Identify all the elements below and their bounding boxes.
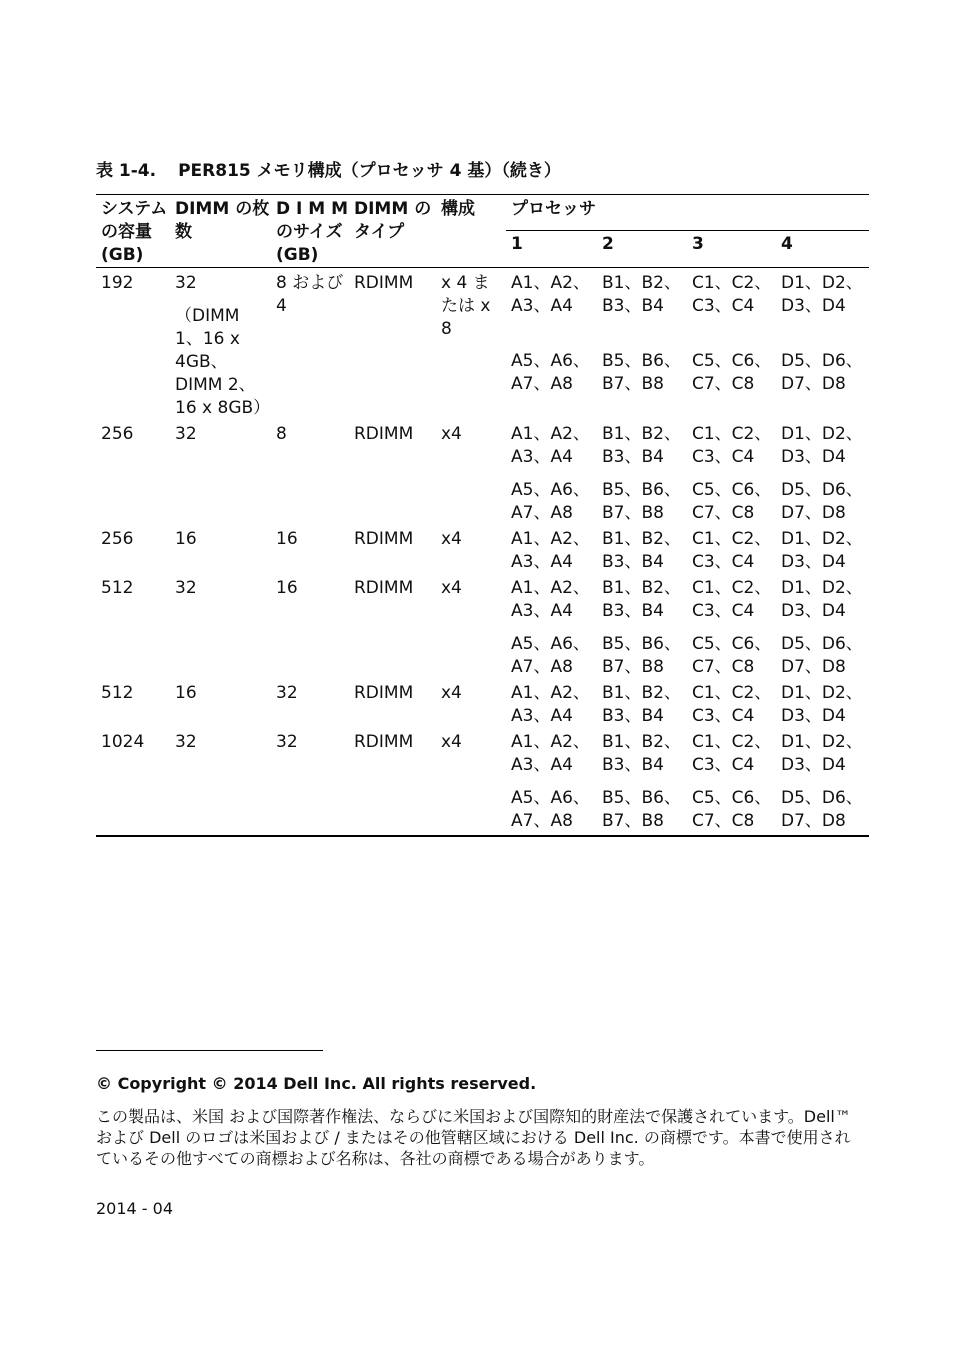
table-header — [96, 195, 869, 268]
header-dimm-size: D I M M のサイズ (GB) — [271, 195, 349, 268]
cell-dimm-type — [349, 679, 436, 728]
cell-config-value: x4 — [441, 578, 462, 598]
table-number: 表 1-4. — [96, 161, 157, 181]
cell-dimm-type-value: RDIMM — [354, 273, 414, 293]
cell-config — [436, 679, 506, 728]
cell-processor-1-slots: A1、A2、A3、A4 — [511, 732, 590, 775]
cell-dimm-type-value: RDIMM — [354, 529, 414, 549]
cell-dimm-type — [349, 420, 436, 525]
cell-processor-1-slots: A1、A2、A3、A4 — [511, 424, 590, 467]
cell-processor-2-slots: B5、B6、B7、B8 — [602, 350, 681, 394]
cell-processor-2-slots: B1、B2、B3、B4 — [602, 578, 681, 621]
cell-config-value: x4 — [441, 683, 462, 703]
cell-dimm-count-value: 32 — [175, 578, 197, 598]
table-row — [96, 420, 869, 469]
trademark-notice: この製品は、米国 および国際著作権法、ならびに米国および国際知的財産法で保護されています。Dell™ および Dell のロゴは米国および / またはその他管轄区域における Dell Inc. の商標です。本書で使用されているその他すべての商標および名称は、各社の商標である場合があります。 — [96, 1107, 851, 1168]
cell-dimm-count — [170, 574, 271, 679]
cell-processor-3-slots: C5、C6、C7、C8 — [687, 777, 776, 836]
cell-processor-2-slots: B1、B2、B3、B4 — [602, 424, 681, 467]
cell-capacity — [96, 420, 170, 525]
cell-capacity — [96, 574, 170, 679]
cell-dimm-count — [170, 679, 271, 728]
cell-processor-4-slots: D1、D2、D3、D4 — [781, 578, 863, 621]
table-row — [96, 574, 869, 623]
cell-processor-1-slots: A1、A2、A3、A4 — [511, 529, 590, 572]
cell-dimm-size-value: 32 — [276, 732, 298, 752]
header-dimm-count: DIMM の枚数 — [170, 195, 271, 268]
cell-config — [436, 525, 506, 574]
table-row — [96, 679, 869, 728]
header-processor-1: 1 — [506, 230, 597, 267]
cell-processor-1-slots: A1、A2、A3、A4 — [511, 683, 590, 726]
cell-capacity-value: 512 — [101, 683, 134, 703]
cell-dimm-size — [271, 728, 349, 836]
cell-processor-3-slots: C1、C2、C3、C4 — [692, 529, 772, 572]
cell-processor-3-slots: C5、C6、C7、C8 — [692, 480, 772, 523]
cell-dimm-size-value: 8 — [276, 424, 287, 444]
cell-dimm-count — [170, 525, 271, 574]
cell-dimm-type-value: RDIMM — [354, 683, 414, 703]
cell-processor-2-slots: B5、B6、B7、B8 — [597, 777, 687, 836]
cell-dimm-count-value: 16 — [175, 683, 197, 703]
cell-dimm-type — [349, 525, 436, 574]
cell-processor-2-slots: B1、B2、B3、B4 — [602, 529, 681, 572]
cell-processor-3-slots: C1、C2、C3、C4 — [692, 732, 772, 775]
cell-processor-2-slots: B1、B2、B3、B4 — [602, 732, 681, 775]
cell-config-value: x4 — [441, 424, 462, 444]
cell-capacity-value: 256 — [101, 529, 134, 549]
table-caption — [96, 156, 561, 181]
cell-capacity — [96, 525, 170, 574]
header-processor: プロセッサ — [506, 195, 869, 231]
cell-dimm-count — [170, 268, 271, 421]
cell-processor-2-slots: B5、B6、B7、B8 — [602, 480, 681, 523]
cell-processor-3-slots: C5、C6、C7、C8 — [692, 634, 772, 677]
table-row — [96, 728, 869, 777]
cell-processor-4-slots: D1、D2、D3、D4 — [781, 529, 863, 572]
cell-capacity — [96, 679, 170, 728]
table-row — [96, 268, 869, 340]
footnote-divider — [96, 1050, 323, 1051]
cell-dimm-size-value: 16 — [276, 529, 298, 549]
cell-processor-3-slots: C1、C2、C3、C4 — [692, 578, 772, 621]
cell-dimm-size — [271, 525, 349, 574]
cell-dimm-count-value: 32 — [175, 732, 197, 752]
header-processor-3: 3 — [687, 230, 776, 267]
memory-config-table — [96, 194, 869, 837]
cell-processor-1-slots: A5、A6、A7、A8 — [511, 634, 590, 677]
cell-config-value: x4 — [441, 529, 462, 549]
cell-capacity-value: 512 — [101, 578, 134, 598]
header-config: 構成 — [436, 195, 506, 268]
cell-processor-1-slots: A1、A2、A3、A4 — [511, 273, 590, 316]
cell-dimm-type — [349, 728, 436, 836]
cell-processor-4-slots: D5、D6、D7、D8 — [781, 480, 863, 523]
cell-dimm-count-value: 16 — [175, 529, 197, 549]
cell-capacity-value: 1024 — [101, 732, 145, 752]
cell-processor-3-slots: C1、C2、C3、C4 — [692, 424, 772, 467]
cell-dimm-size-value: 16 — [276, 578, 298, 598]
header-dimm-type: DIMM のタイプ — [349, 195, 436, 268]
cell-processor-4-slots: D1、D2、D3、D4 — [781, 424, 863, 467]
cell-config — [436, 574, 506, 679]
table-title: PER815 メモリ構成（プロセッサ 4 基）（続き） — [178, 161, 561, 181]
cell-processor-4-slots: D5、D6、D7、D8 — [781, 350, 863, 394]
cell-dimm-size-value: 8 および 4 — [276, 273, 344, 316]
cell-processor-1-slots: A1、A2、A3、A4 — [511, 578, 590, 621]
cell-config — [436, 728, 506, 836]
cell-capacity-value: 192 — [101, 273, 134, 293]
dimm-note: （DIMM 1、16 x 4GB、DIMM 2、16 x 8GB） — [175, 306, 271, 418]
cell-config — [436, 420, 506, 525]
cell-dimm-type — [349, 268, 436, 421]
cell-processor-4-slots: D1、D2、D3、D4 — [781, 273, 863, 316]
header-processor-2: 2 — [597, 230, 687, 267]
cell-dimm-size-value: 32 — [276, 683, 298, 703]
copyright-line: © Copyright © 2014 Dell Inc. All rights reserved. — [96, 1074, 537, 1093]
cell-dimm-type — [349, 574, 436, 679]
cell-dimm-size — [271, 420, 349, 525]
cell-config — [436, 268, 506, 421]
cell-processor-4-slots: D1、D2、D3、D4 — [781, 683, 863, 726]
cell-capacity — [96, 268, 170, 421]
table-row — [96, 525, 869, 574]
table-body — [96, 268, 869, 837]
cell-processor-1-slots: A5、A6、A7、A8 — [511, 350, 590, 394]
cell-config-value: x4 — [441, 732, 462, 752]
cell-dimm-count-value: 32 — [175, 273, 197, 293]
cell-capacity — [96, 728, 170, 836]
cell-processor-3-slots: C1、C2、C3、C4 — [692, 273, 772, 316]
cell-processor-2-slots: B5、B6、B7、B8 — [602, 634, 681, 677]
cell-processor-3-slots: C1、C2、C3、C4 — [692, 683, 772, 726]
cell-dimm-count — [170, 728, 271, 836]
cell-dimm-size — [271, 268, 349, 421]
cell-dimm-size — [271, 574, 349, 679]
cell-processor-4-slots: D5、D6、D7、D8 — [776, 777, 869, 836]
cell-processor-3-slots: C5、C6、C7、C8 — [692, 350, 772, 394]
cell-processor-4-slots: D1、D2、D3、D4 — [781, 732, 863, 775]
cell-dimm-size — [271, 679, 349, 728]
header-processor-4: 4 — [776, 230, 869, 267]
cell-dimm-type-value: RDIMM — [354, 732, 414, 752]
cell-capacity-value: 256 — [101, 424, 134, 444]
cell-dimm-count-value: 32 — [175, 424, 197, 444]
cell-processor-1-slots: A5、A6、A7、A8 — [506, 777, 597, 836]
cell-config-value: x 4 または x 8 — [441, 273, 491, 339]
cell-processor-2-slots: B1、B2、B3、B4 — [602, 683, 681, 726]
cell-processor-2-slots: B1、B2、B3、B4 — [602, 273, 681, 316]
cell-processor-1-slots: A5、A6、A7、A8 — [511, 480, 590, 523]
header-capacity: システムの容量 (GB) — [96, 195, 170, 268]
cell-processor-4-slots: D5、D6、D7、D8 — [781, 634, 863, 677]
cell-dimm-count — [170, 420, 271, 525]
cell-dimm-type-value: RDIMM — [354, 578, 414, 598]
document-date: 2014 - 04 — [96, 1199, 174, 1218]
cell-dimm-type-value: RDIMM — [354, 424, 414, 444]
